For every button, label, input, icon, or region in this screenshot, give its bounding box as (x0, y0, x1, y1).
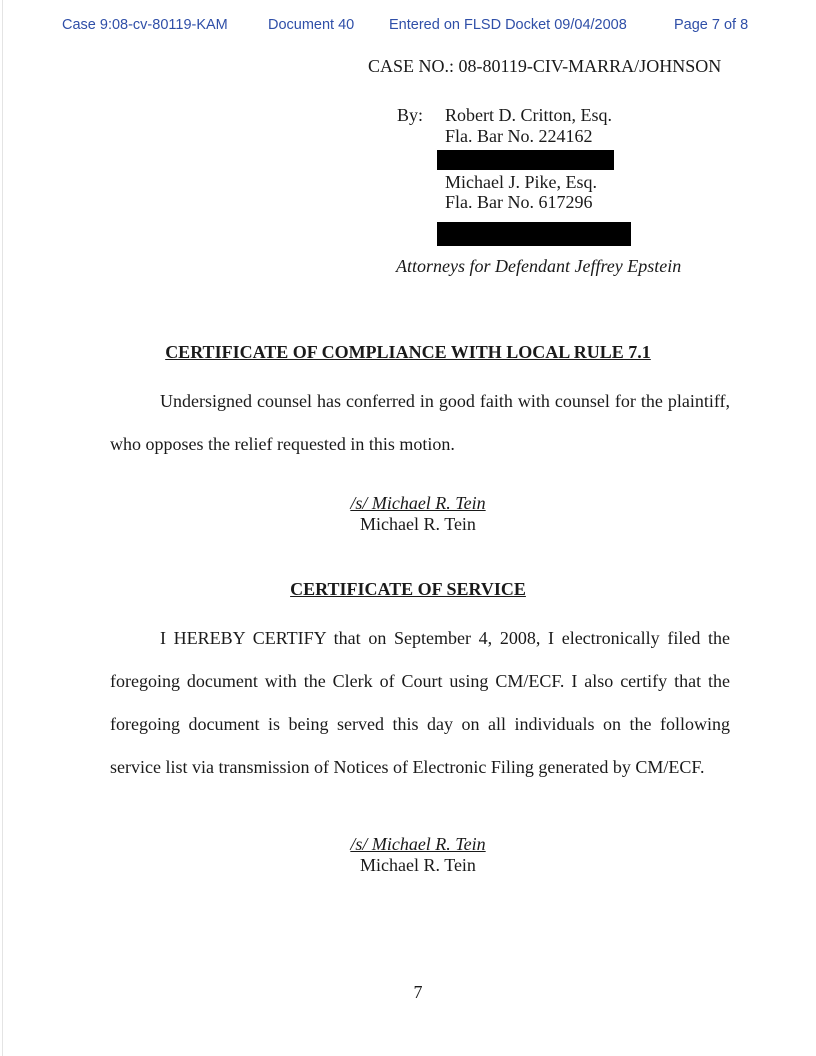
redaction-box (437, 150, 614, 170)
signature-by-label: By: (397, 105, 424, 125)
compliance-signature-block (0, 493, 816, 535)
compliance-heading: CERTIFICATE OF COMPLIANCE WITH LOCAL RULE 7.1 (165, 342, 651, 362)
service-signer-name: Michael R. Tein (360, 855, 476, 875)
compliance-signer-name: Michael R. Tein (360, 514, 476, 534)
header-case-number: Case 9:08-cv-80119-KAM (62, 17, 228, 33)
service-signature-block (0, 834, 816, 876)
attorneys-for-line: Attorneys for Defendant Jeffrey Epstein (396, 256, 682, 276)
redaction-box (437, 222, 631, 246)
attorney2-bar-number: Fla. Bar No. 617296 (445, 192, 593, 212)
compliance-paragraph (110, 380, 730, 466)
attorney1-bar-number: Fla. Bar No. 224162 (445, 126, 593, 146)
service-e-signature: /s/ Michael R. Tein (350, 834, 486, 854)
header-page-count: Page 7 of 8 (674, 17, 749, 33)
page-number: 7 (413, 982, 423, 1002)
service-paragraph (110, 617, 730, 789)
compliance-e-signature: /s/ Michael R. Tein (350, 493, 486, 513)
service-text: I HEREBY CERTIFY that on September 4, 2008, I electronically filed the foregoing document with the Clerk of Court using CM/ECF. I also certify that the foregoing document is being served this day on all individuals on the following service list via transmission of Notices of Electronic Filing generated by CM/ECF. (110, 628, 730, 777)
compliance-text: Undersigned counsel has conferred in good faith with counsel for the plaintiff, who opposes the relief requested in this motion. (110, 391, 730, 454)
case-number: CASE NO.: 08-80119-CIV-MARRA/JOHNSON (368, 56, 722, 76)
header-docket-entry: Entered on FLSD Docket 09/04/2008 (389, 17, 627, 33)
service-heading: CERTIFICATE OF SERVICE (290, 579, 526, 599)
attorney1-name: Robert D. Critton, Esq. (445, 105, 612, 125)
attorney2-name: Michael J. Pike, Esq. (445, 172, 597, 192)
header-document-number: Document 40 (268, 17, 355, 33)
